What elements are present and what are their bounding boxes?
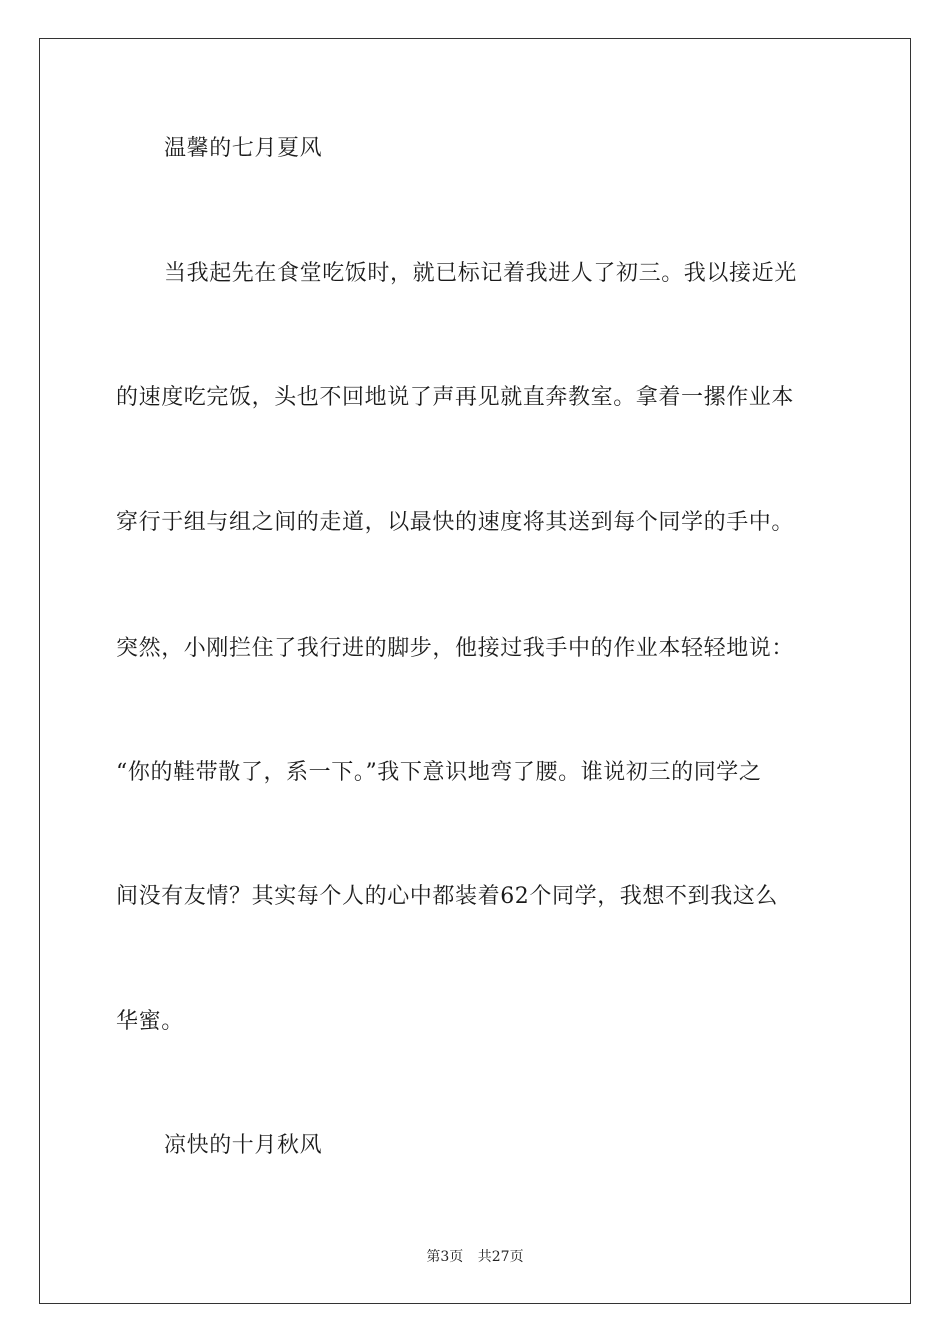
- paragraph-line-2: 的速度吃完饭，头也不回地说了声再见就直奔教室。拿着一摞作业本: [116, 385, 795, 410]
- page-number-current: 第3页: [426, 1249, 464, 1265]
- paragraph-line-3: 穿行于组与组之间的走道，以最快的速度将其送到每个同学的手中。: [116, 510, 795, 535]
- section-heading-summer: 温馨的七月夏风: [164, 136, 323, 161]
- page-border: [39, 38, 911, 1304]
- page-footer: [0, 1247, 950, 1267]
- paragraph-line-5: “你的鞋带散了，系一下。”我下意识地弯了腰。谁说初三的同学之: [116, 760, 762, 785]
- page-number-total: 共27页: [477, 1249, 524, 1265]
- paragraph-line-4: 突然，小刚拦住了我行进的脚步，他接过我手中的作业本轻轻地说：: [116, 636, 795, 661]
- paragraph-line-7: 华蜜。: [116, 1009, 184, 1034]
- section-heading-autumn: 凉快的十月秋风: [164, 1133, 323, 1158]
- paragraph-line-1: 当我起先在食堂吃饭时，就已标记着我进人了初三。我以接近光: [164, 261, 797, 286]
- paragraph-line-6: 间没有友情？其实每个人的心中都装着62个同学，我想不到我这么: [116, 884, 778, 909]
